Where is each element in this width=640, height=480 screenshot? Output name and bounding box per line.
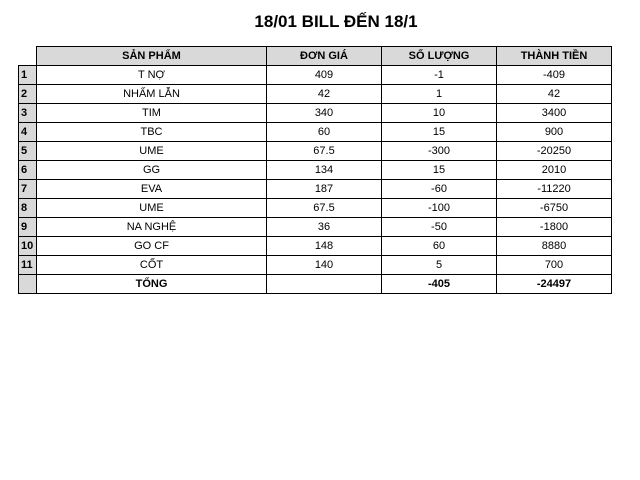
table-row: [19, 161, 612, 180]
cell-amount[interactable]: 42: [497, 85, 612, 104]
table-row: [19, 123, 612, 142]
cell-price[interactable]: 42: [267, 85, 382, 104]
cell-product[interactable]: NHẨM LẪN: [37, 85, 267, 104]
cell-product[interactable]: GO CF: [37, 237, 267, 256]
cell-product[interactable]: NA NGHỆ: [37, 218, 267, 237]
table-row: [19, 237, 612, 256]
cell-price[interactable]: 67.5: [267, 199, 382, 218]
cell-price[interactable]: 140: [267, 256, 382, 275]
cell-amount[interactable]: -20250: [497, 142, 612, 161]
cell-quantity[interactable]: 60: [382, 237, 497, 256]
cell-product[interactable]: EVA: [37, 180, 267, 199]
cell-product[interactable]: T NỢ: [37, 66, 267, 85]
header-row: [19, 47, 612, 66]
cell-amount[interactable]: 8880: [497, 237, 612, 256]
table-row: [19, 66, 612, 85]
cell-product[interactable]: UME: [37, 199, 267, 218]
table-row: [19, 104, 612, 123]
row-index[interactable]: 1: [19, 66, 37, 85]
table-row: [19, 256, 612, 275]
row-index[interactable]: 2: [19, 85, 37, 104]
row-index[interactable]: 7: [19, 180, 37, 199]
header-price[interactable]: ĐƠN GIÁ: [267, 47, 382, 66]
cell-amount[interactable]: 2010: [497, 161, 612, 180]
header-amount[interactable]: THÀNH TIỀN: [497, 47, 612, 66]
row-index[interactable]: 8: [19, 199, 37, 218]
header-product[interactable]: SẢN PHẨM: [37, 47, 267, 66]
cell-product[interactable]: CỐT: [37, 256, 267, 275]
cell-quantity[interactable]: 15: [382, 161, 497, 180]
cell-quantity[interactable]: -1: [382, 66, 497, 85]
table-row: [19, 218, 612, 237]
table-row: [19, 142, 612, 161]
corner-cell: [19, 47, 37, 66]
cell-product[interactable]: TIM: [37, 104, 267, 123]
row-index[interactable]: 5: [19, 142, 37, 161]
row-index[interactable]: 10: [19, 237, 37, 256]
row-index[interactable]: [19, 275, 37, 294]
cell-product[interactable]: GG: [37, 161, 267, 180]
total-price[interactable]: [267, 275, 382, 294]
document-title: 18/01 BILL ĐẾN 18/1: [254, 12, 418, 31]
cell-quantity[interactable]: 1: [382, 85, 497, 104]
cell-quantity[interactable]: -60: [382, 180, 497, 199]
cell-quantity[interactable]: 10: [382, 104, 497, 123]
total-row: [19, 275, 612, 294]
cell-quantity[interactable]: -100: [382, 199, 497, 218]
cell-product[interactable]: TBC: [37, 123, 267, 142]
row-index[interactable]: 9: [19, 218, 37, 237]
cell-price[interactable]: 36: [267, 218, 382, 237]
cell-amount[interactable]: 3400: [497, 104, 612, 123]
row-index[interactable]: 4: [19, 123, 37, 142]
cell-quantity[interactable]: -300: [382, 142, 497, 161]
bill-table: [18, 46, 612, 294]
row-index[interactable]: 11: [19, 256, 37, 275]
cell-amount[interactable]: -1800: [497, 218, 612, 237]
table-row: [19, 85, 612, 104]
cell-amount[interactable]: -6750: [497, 199, 612, 218]
cell-amount[interactable]: -11220: [497, 180, 612, 199]
cell-quantity[interactable]: 15: [382, 123, 497, 142]
row-index[interactable]: 6: [19, 161, 37, 180]
row-index[interactable]: 3: [19, 104, 37, 123]
cell-amount[interactable]: -409: [497, 66, 612, 85]
total-quantity[interactable]: -405: [382, 275, 497, 294]
cell-quantity[interactable]: 5: [382, 256, 497, 275]
cell-price[interactable]: 67.5: [267, 142, 382, 161]
cell-price[interactable]: 134: [267, 161, 382, 180]
cell-quantity[interactable]: -50: [382, 218, 497, 237]
cell-price[interactable]: 340: [267, 104, 382, 123]
cell-price[interactable]: 187: [267, 180, 382, 199]
cell-amount[interactable]: 700: [497, 256, 612, 275]
total-amount[interactable]: -24497: [497, 275, 612, 294]
cell-price[interactable]: 409: [267, 66, 382, 85]
table-row: [19, 199, 612, 218]
cell-price[interactable]: 60: [267, 123, 382, 142]
cell-product[interactable]: UME: [37, 142, 267, 161]
cell-price[interactable]: 148: [267, 237, 382, 256]
table-row: [19, 180, 612, 199]
header-quantity[interactable]: SỐ LƯỢNG: [382, 47, 497, 66]
total-label[interactable]: TỔNG: [37, 275, 267, 294]
cell-amount[interactable]: 900: [497, 123, 612, 142]
